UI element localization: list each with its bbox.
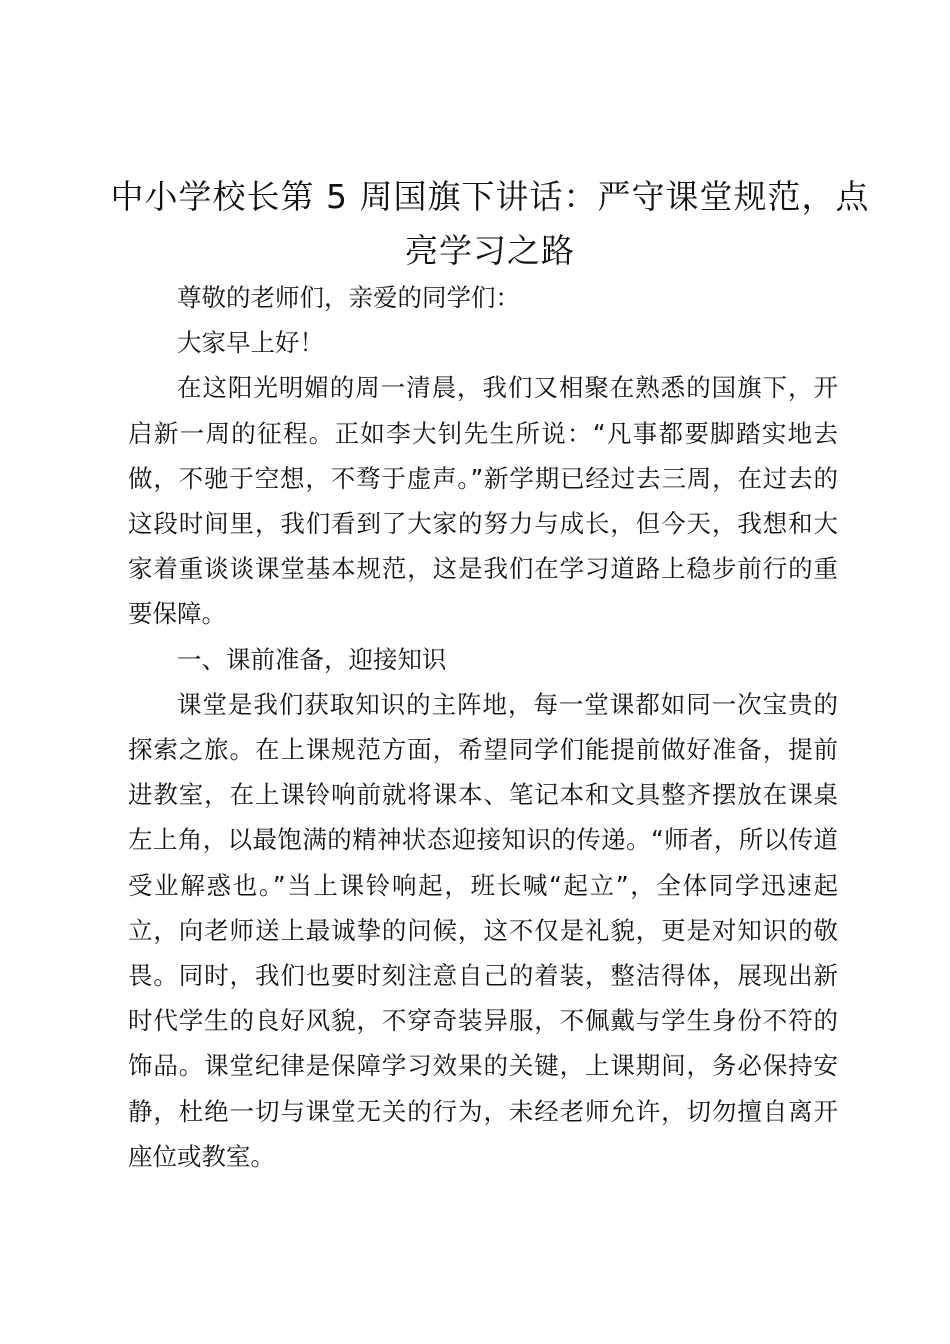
section-heading: 一、课前准备，迎接知识 [177,644,447,674]
document-title: 中小学校长第 5 周国旗下讲话：严守课堂规范，点亮学习之路 [110,177,870,270]
section-paragraph: 课堂是我们获取知识的主阵地，每一堂课都如同一次宝贵的探索之旅。在上课规范方面，希望同学们能提前做好准备，提前进教室，在上课铃响前就将课本、笔记本和文具整齐摆放在课桌左上角，以最饱满的精神状态迎接知识的传递。“师者，所以传道受业解惑也。”当上课铃响起，班长喊“起立”，全体同学迅速起立，向老师送上最诚挚的问候，这不仅是礼貌，更是对知识的敬畏。同时，我们也要时刻注意自己的着装，整洁得体，展现出新时代学生的良好风貌，不穿奇装异服，不佩戴与学生身份不符的饰品。课堂纪律是保障学习效果的关键，上课期间，务必保持安静，杜绝一切与课堂无关的行为，未经老师允许，切勿擅自离开座位或教室。 [128,689,838,1171]
intro-paragraph: 在这阳光明媚的周一清晨，我们又相聚在熟悉的国旗下，开启新一周的征程。正如李大钊先生所说：“凡事都要脚踏实地去做，不驰于空想，不骛于虚声。”新学期已经过去三周，在过去的这段时间里，我们看到了大家的努力与成长，但今天，我想和大家着重谈谈课堂基本规范，这是我们在学习道路上稳步前行的重要保障。 [128,373,838,629]
document-body [128,275,838,1179]
greeting-paragraph: 大家早上好！ [177,328,324,358]
salutation-paragraph: 尊敬的老师们，亲爱的同学们： [177,283,520,312]
